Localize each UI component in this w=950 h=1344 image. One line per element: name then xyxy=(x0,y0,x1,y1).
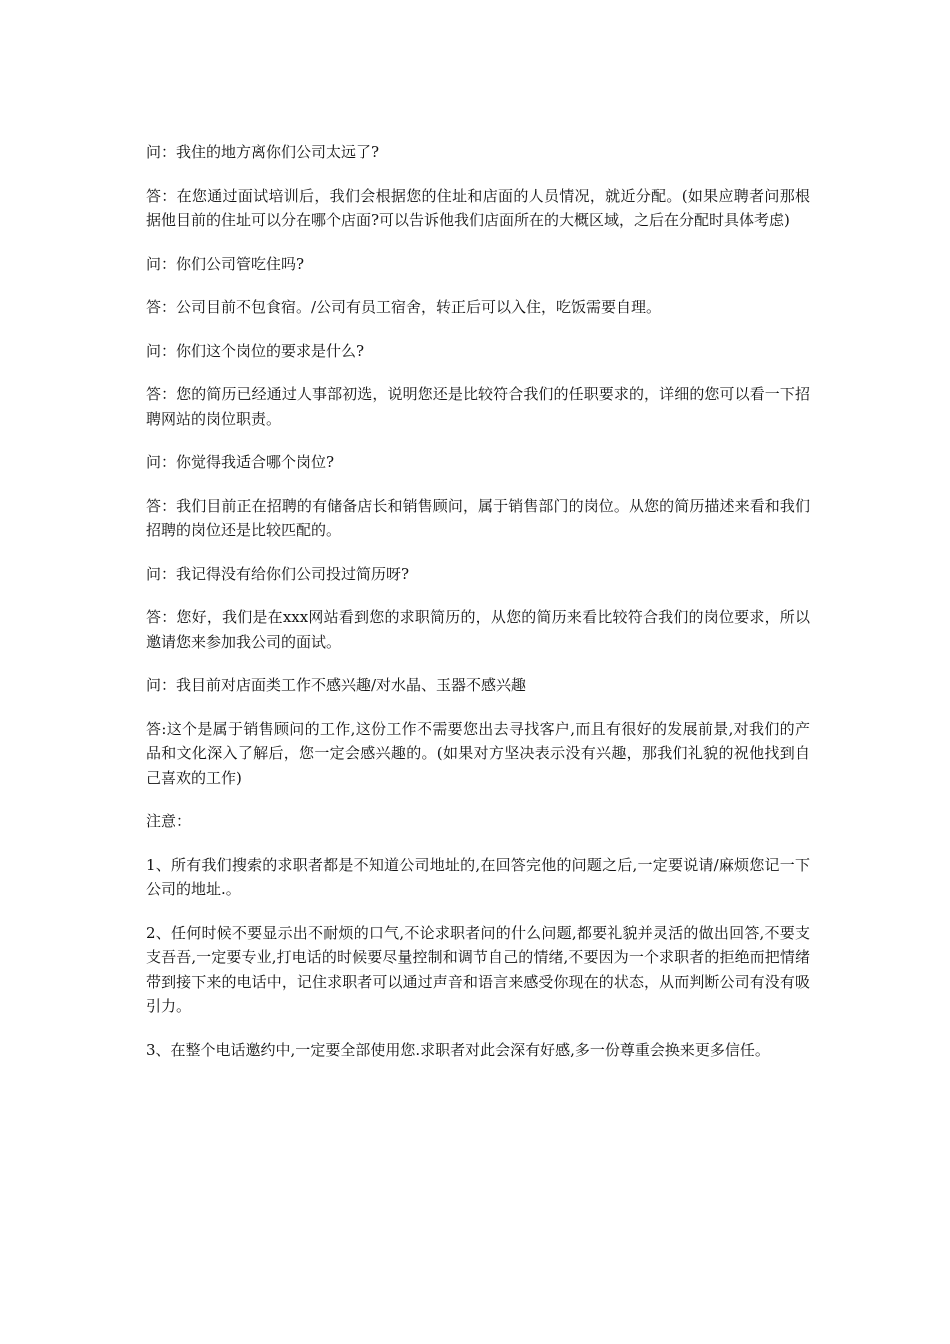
answer-requirements: 答：您的简历已经通过人事部初选，说明您还是比较符合我们的任职要求的，详细的您可以看一下招聘网站的岗位职责。 xyxy=(146,385,810,428)
answer-not-interested: 答:这个是属于销售顾问的工作,这份工作不需要您出去寻找客户,而且有很好的发展前景,对我们的产品和文化深入了解后，您一定会感兴趣的。(如果对方坚决表示没有兴趣，那我们礼貌的祝他找到自己喜欢的工作) xyxy=(146,719,810,787)
notes-heading: 注意： xyxy=(146,812,192,830)
note-item-3: 3、在整个电话邀约中,一定要全部使用您.求职者对此会深有好感,多一份尊重会换来更多信任。 xyxy=(146,1040,770,1059)
question-distance: 问：我住的地方离你们公司太远了? xyxy=(146,143,380,161)
question-resume-source: 问：我记得没有给你们公司投过简历呀? xyxy=(146,564,410,583)
answer-food-lodging: 答：公司目前不包食宿。/公司有员工宿舍，转正后可以入住，吃饭需要自理。 xyxy=(146,298,662,316)
question-suitable-position: 问：你觉得我适合哪个岗位? xyxy=(146,453,335,471)
note-item-1: 1、所有我们搜索的求职者都是不知道公司地址的,在回答完他的问题之后,一定要说请/麻烦您记一下公司的地址.。 xyxy=(146,855,810,898)
question-requirements: 问：你们这个岗位的要求是什么? xyxy=(146,341,365,360)
question-not-interested: 问：我目前对店面类工作不感兴趣/对水晶、玉器不感兴趣 xyxy=(146,676,527,694)
note-item-2: 2、任何时候不要显示出不耐烦的口气,不论求职者问的什么问题,都要礼貌并灵活的做出回答,不要支支吾吾,一定要专业,打电话的时候要尽量控制和调节自己的情绪,不要因为一个求职者的拒绝而把情绪带到接下来的电话中，记住求职者可以通过声音和语言来感受你现在的状态，从而判断公司有没有吸引力。 xyxy=(146,923,810,1015)
question-food-lodging: 问：你们公司管吃住吗? xyxy=(146,254,305,273)
answer-resume-source: 答：您好，我们是在xxx网站看到您的求职简历的，从您的简历来看比较符合我们的岗位要求，所以邀请您来参加我公司的面试。 xyxy=(146,608,810,651)
document-page xyxy=(146,140,810,1081)
answer-suitable-position: 答：我们目前正在招聘的有储备店长和销售顾问，属于销售部门的岗位。从您的简历描述来看和我们招聘的岗位还是比较匹配的。 xyxy=(146,496,810,539)
answer-distance: 答：在您通过面试培训后，我们会根据您的住址和店面的人员情况，就近分配。(如果应聘者问那根据他目前的住址可以分在哪个店面?可以告诉他我们店面所在的大概区域，之后在分配时具体考虑) xyxy=(146,186,810,229)
